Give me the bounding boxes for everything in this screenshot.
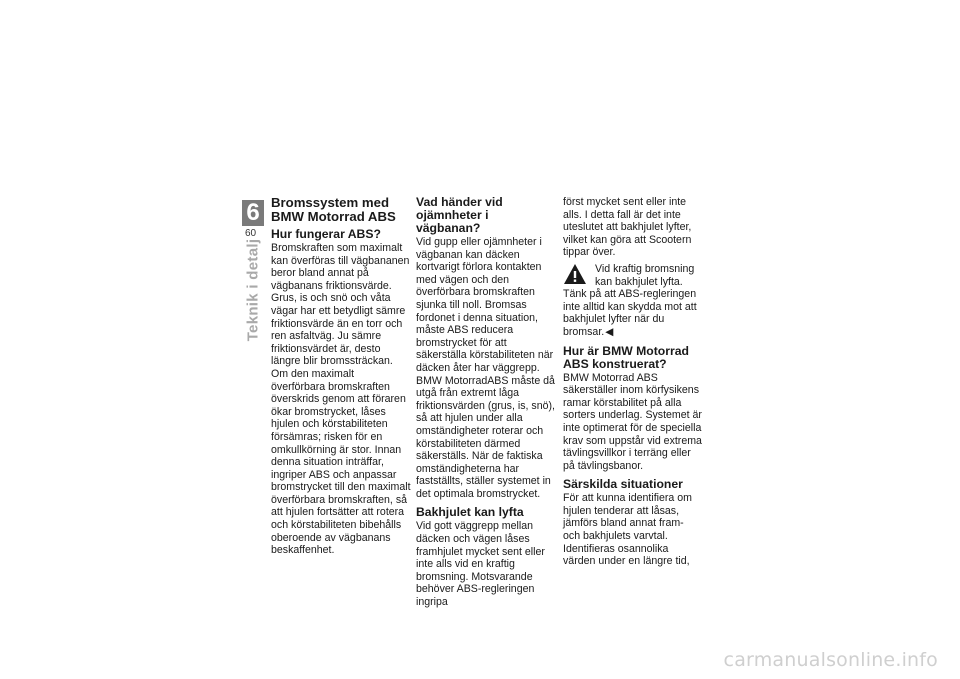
site-watermark: carmanualsonline.info [723, 649, 938, 671]
paragraph-friktion: Bromskraften som maximalt kan överföras till vägbananen beror bland annat på vägbanans friktionsvärde. Grus, is och snö och våta vägar har ett betydligt sämre friktionsvärde än en torr och ren asfaltväg. Ju sämre friktionsvärdet är, desto längre blir bromssträckan. [271, 242, 410, 368]
warning-triangle-icon [563, 263, 587, 285]
page-number: 60 [245, 228, 257, 239]
text-column-3 [563, 196, 703, 568]
chapter-side-title: Teknik i detalj [244, 238, 262, 342]
paragraph-ojamnheter: Vid gupp eller ojämnheter i vägbanan kan däcken kortvarigt förlora kontakten med vägen och den överförbara bromskraften sjunka till noll. Bromsas fordonet i denna situation, måste ABS reducera bromstrycket för att säkerställa körstabiliteten när däcken åter har väggrepp. BMW MotorradABS måste då utgå från extremt låga friktionsvärden (grus, is, snö), så att hjulen under alla omständigheter roterar och körstabiliteten därmed säkerställs. När de faktiska omständigheterna har fastställts, ställer systemet in det optimala bromstrycket. [416, 236, 555, 500]
section-title-bromssystem: Bromssystem med BMW Motorrad ABS [271, 195, 396, 224]
paragraph-abs-skydd [563, 288, 703, 338]
text-column-1 [271, 196, 411, 557]
heading-hur-fungerar-abs: Hur fungerar ABS? [271, 227, 381, 241]
heading-sarskilda-situationer: Särskilda situationer [563, 477, 683, 492]
warning-box [563, 263, 703, 288]
text-column-2 [416, 196, 556, 609]
section-end-marker: ◀ [605, 325, 614, 338]
paragraph-bromskraft: Om den maximalt överförbara bromskraften överskrids genom att föraren ökar bromstrycket, låses hjulen och körstabiliteten försämras; risken för en omkullkörning är stor. Innan denna situation inträffar, ingriper ABS och anpassar bromstrycket till den maximalt överförbara bromskraften, så att hjulen fortsätter att rotera och körstabiliteten bibehålls oberoende av vägbanans beskaffenhet. [271, 367, 411, 557]
heading-ojamnheter: Vad händer vid ojämnheter i vägbanan? [416, 195, 503, 235]
warning-text: Vid kraftig bromsning kan bakhjulet lyfta. [595, 262, 695, 288]
paragraph-vaggrepp: Vid gott väggrepp mellan däcken och vägen låses framhjulet mycket sent eller inte alls vid en kraftig bromsning. Motsvarande behöver ABS-regleringen ingripa [416, 520, 545, 609]
paragraph-sarskilda: För att kunna identifiera om hjulen tenderar att låsas, jämförs bland annat fram- och bakhjulets varvtal. Identifieras osannolika värden under en längre tid, [563, 492, 692, 568]
heading-konstruerat: Hur är BMW Motorrad ABS konstruerat? [563, 343, 689, 371]
chapter-number-badge: 6 [242, 200, 264, 226]
paragraph-tippar: först mycket sent eller inte alls. I detta fall är det inte uteslutet att bakhjulet lyfter, vilket kan göra att Scootern tippar över. [563, 196, 692, 259]
heading-bakhjulet-kan-lyfta: Bakhjulet kan lyfta [416, 505, 524, 520]
paragraph-konstruerat: BMW Motorrad ABS säkerställer inom körfysikens ramar körstabilitet på alla sorters underlag. Systemet är inte optimerat för de speciella krav som uppstår vid extrema tävlingsvillkor i terräng eller på tävlingsbanor. [563, 371, 702, 472]
paragraph-abs-skydd-text: Tänk på att ABS-regleringen inte alltid kan skydda mot att bakhjulet lyfter när du bromsar. [563, 288, 697, 338]
